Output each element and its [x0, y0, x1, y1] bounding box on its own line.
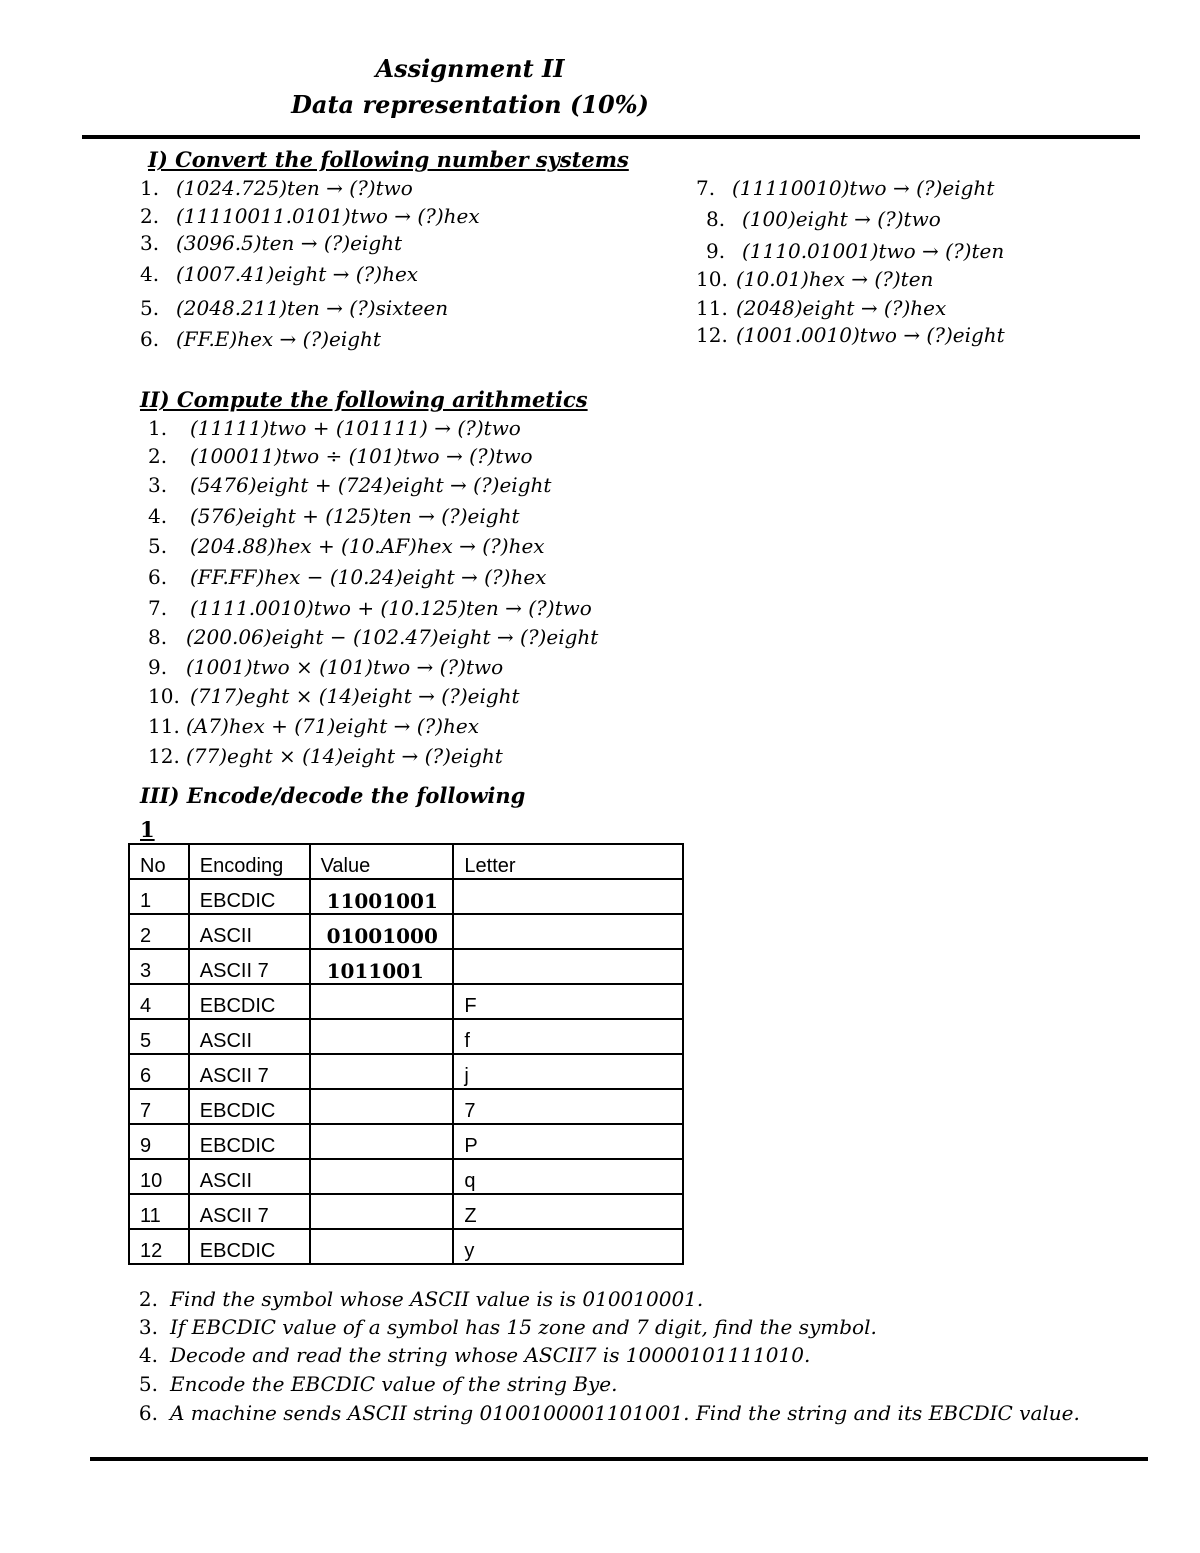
- question-text: A machine sends ASCII string 0100100001101001. Find the string and its EBCDIC value.: [170, 1401, 1080, 1425]
- cell-letter: [453, 879, 683, 914]
- cell-value: 11001001: [310, 879, 454, 914]
- section1-heading: I) Convert the following number systems: [148, 147, 629, 172]
- cell-encoding: ASCII 7: [189, 1194, 310, 1229]
- cell-value: [310, 984, 454, 1019]
- cell-encoding: ASCII: [189, 1159, 310, 1194]
- table-row: [129, 914, 683, 949]
- page-subtitle: Data representation (10%): [291, 90, 649, 119]
- cell-no: 11: [129, 1194, 189, 1229]
- convert-item: 1. (1024.725)ten → (?)two: [140, 176, 413, 200]
- page-title: Assignment II: [375, 54, 565, 83]
- cell-value: 1011001: [310, 949, 454, 984]
- arith-item: 5. (204.88)hex + (10.AF)hex → (?)hex: [148, 534, 545, 558]
- cell-letter: 7: [453, 1089, 683, 1124]
- question-text: Encode the EBCDIC value of the string Bye.: [170, 1372, 618, 1396]
- convert-item: 3. (3096.5)ten → (?)eight: [140, 231, 403, 255]
- cell-letter: P: [453, 1124, 683, 1159]
- question-number: 2.: [138, 1287, 158, 1311]
- question-item: [118, 1372, 618, 1396]
- sub-label: 1: [140, 817, 155, 842]
- cell-letter: Z: [453, 1194, 683, 1229]
- cell-no: 2: [129, 914, 189, 949]
- question-text: Find the symbol whose ASCII value is is 010010001.: [170, 1287, 704, 1311]
- convert-item: 7. (11110010)two → (?)eight: [696, 176, 995, 200]
- table-row: [129, 1159, 683, 1194]
- cell-encoding: ASCII 7: [189, 949, 310, 984]
- arith-item: 9. (1001)two × (101)two → (?)two: [148, 655, 504, 679]
- arith-item: 8. (200.06)eight − (102.47)eight → (?)eight: [148, 625, 599, 649]
- cell-letter: y: [453, 1229, 683, 1264]
- column-header-encoding: Encoding: [189, 844, 310, 879]
- question-number: 3.: [138, 1315, 158, 1339]
- cell-value: 01001000: [310, 914, 454, 949]
- cell-no: 10: [129, 1159, 189, 1194]
- convert-item: 10. (10.01)hex → (?)ten: [696, 267, 934, 291]
- convert-item: 8. (100)eight → (?)two: [706, 207, 941, 231]
- table-row: [129, 949, 683, 984]
- cell-no: 6: [129, 1054, 189, 1089]
- cell-value: [310, 1054, 454, 1089]
- question-text: Decode and read the string whose ASCII7 is 10000101111010.: [170, 1343, 811, 1367]
- cell-value: [310, 1159, 454, 1194]
- cell-encoding: EBCDIC: [189, 1124, 310, 1159]
- bottom-rule: [90, 1457, 1148, 1461]
- cell-encoding: EBCDIC: [189, 879, 310, 914]
- cell-value: [310, 1019, 454, 1054]
- question-number: 6.: [138, 1401, 158, 1425]
- cell-encoding: ASCII 7: [189, 1054, 310, 1089]
- cell-letter: F: [453, 984, 683, 1019]
- question-text: If EBCDIC value of a symbol has 15 zone and 7 digit, find the symbol.: [170, 1315, 877, 1339]
- arith-item: 4. (576)eight + (125)ten → (?)eight: [148, 504, 520, 528]
- convert-item: 6. (FF.E)hex → (?)eight: [140, 327, 381, 351]
- column-header-value: Value: [310, 844, 454, 879]
- question-number: 5.: [138, 1372, 158, 1396]
- cell-encoding: EBCDIC: [189, 1089, 310, 1124]
- convert-item: 12. (1001.0010)two → (?)eight: [696, 323, 1005, 347]
- convert-item: 5. (2048.211)ten → (?)sixteen: [140, 296, 449, 320]
- table-row: [129, 1089, 683, 1124]
- section2-heading: II) Compute the following arithmetics: [140, 387, 588, 412]
- cell-value: [310, 1194, 454, 1229]
- convert-item: 9. (1110.01001)two → (?)ten: [706, 239, 1005, 263]
- cell-no: 5: [129, 1019, 189, 1054]
- cell-no: 4: [129, 984, 189, 1019]
- convert-item: 2. (11110011.0101)two → (?)hex: [140, 204, 480, 228]
- question-item: [118, 1401, 1080, 1425]
- table-row: [129, 1124, 683, 1159]
- cell-no: 12: [129, 1229, 189, 1264]
- encoding-table: [128, 843, 684, 1265]
- column-header-letter: Letter: [453, 844, 683, 879]
- arith-item: 3. (5476)eight + (724)eight → (?)eight: [148, 473, 552, 497]
- cell-no: 1: [129, 879, 189, 914]
- table-row: [129, 1194, 683, 1229]
- question-item: [118, 1343, 810, 1367]
- table-row: [129, 1229, 683, 1264]
- cell-no: 9: [129, 1124, 189, 1159]
- cell-letter: [453, 949, 683, 984]
- cell-value: [310, 1089, 454, 1124]
- cell-letter: f: [453, 1019, 683, 1054]
- cell-no: 3: [129, 949, 189, 984]
- cell-letter: q: [453, 1159, 683, 1194]
- cell-encoding: EBCDIC: [189, 984, 310, 1019]
- table-row: [129, 879, 683, 914]
- arith-item: 6. (FF.FF)hex − (10.24)eight → (?)hex: [148, 565, 547, 589]
- table-row: [129, 984, 683, 1019]
- arith-item: 10. (717)eght × (14)eight → (?)eight: [148, 684, 520, 708]
- arith-item: 2. (100011)two ÷ (101)two → (?)two: [148, 444, 533, 468]
- cell-no: 7: [129, 1089, 189, 1124]
- table-row: [129, 1019, 683, 1054]
- cell-value: [310, 1229, 454, 1264]
- cell-value: [310, 1124, 454, 1159]
- convert-item: 4. (1007.41)eight → (?)hex: [140, 262, 419, 286]
- question-item: [118, 1287, 703, 1311]
- table-row: [129, 1054, 683, 1089]
- section3-heading: III) Encode/decode the following: [140, 783, 526, 808]
- cell-letter: j: [453, 1054, 683, 1089]
- arith-item: 7. (1111.0010)two + (10.125)ten → (?)two: [148, 596, 592, 620]
- question-item: [118, 1315, 877, 1339]
- arith-item: 1. (11111)two + (101111) → (?)two: [148, 416, 521, 440]
- top-rule: [82, 135, 1140, 139]
- cell-letter: [453, 914, 683, 949]
- arith-item: 12. (77)eght × (14)eight → (?)eight: [148, 744, 503, 768]
- convert-item: 11. (2048)eight → (?)hex: [696, 296, 947, 320]
- column-header-no: No: [129, 844, 189, 879]
- arith-item: 11. (A7)hex + (71)eight → (?)hex: [148, 714, 480, 738]
- cell-encoding: ASCII: [189, 1019, 310, 1054]
- cell-encoding: ASCII: [189, 914, 310, 949]
- cell-encoding: EBCDIC: [189, 1229, 310, 1264]
- question-number: 4.: [138, 1343, 158, 1367]
- table-header-row: [129, 844, 683, 879]
